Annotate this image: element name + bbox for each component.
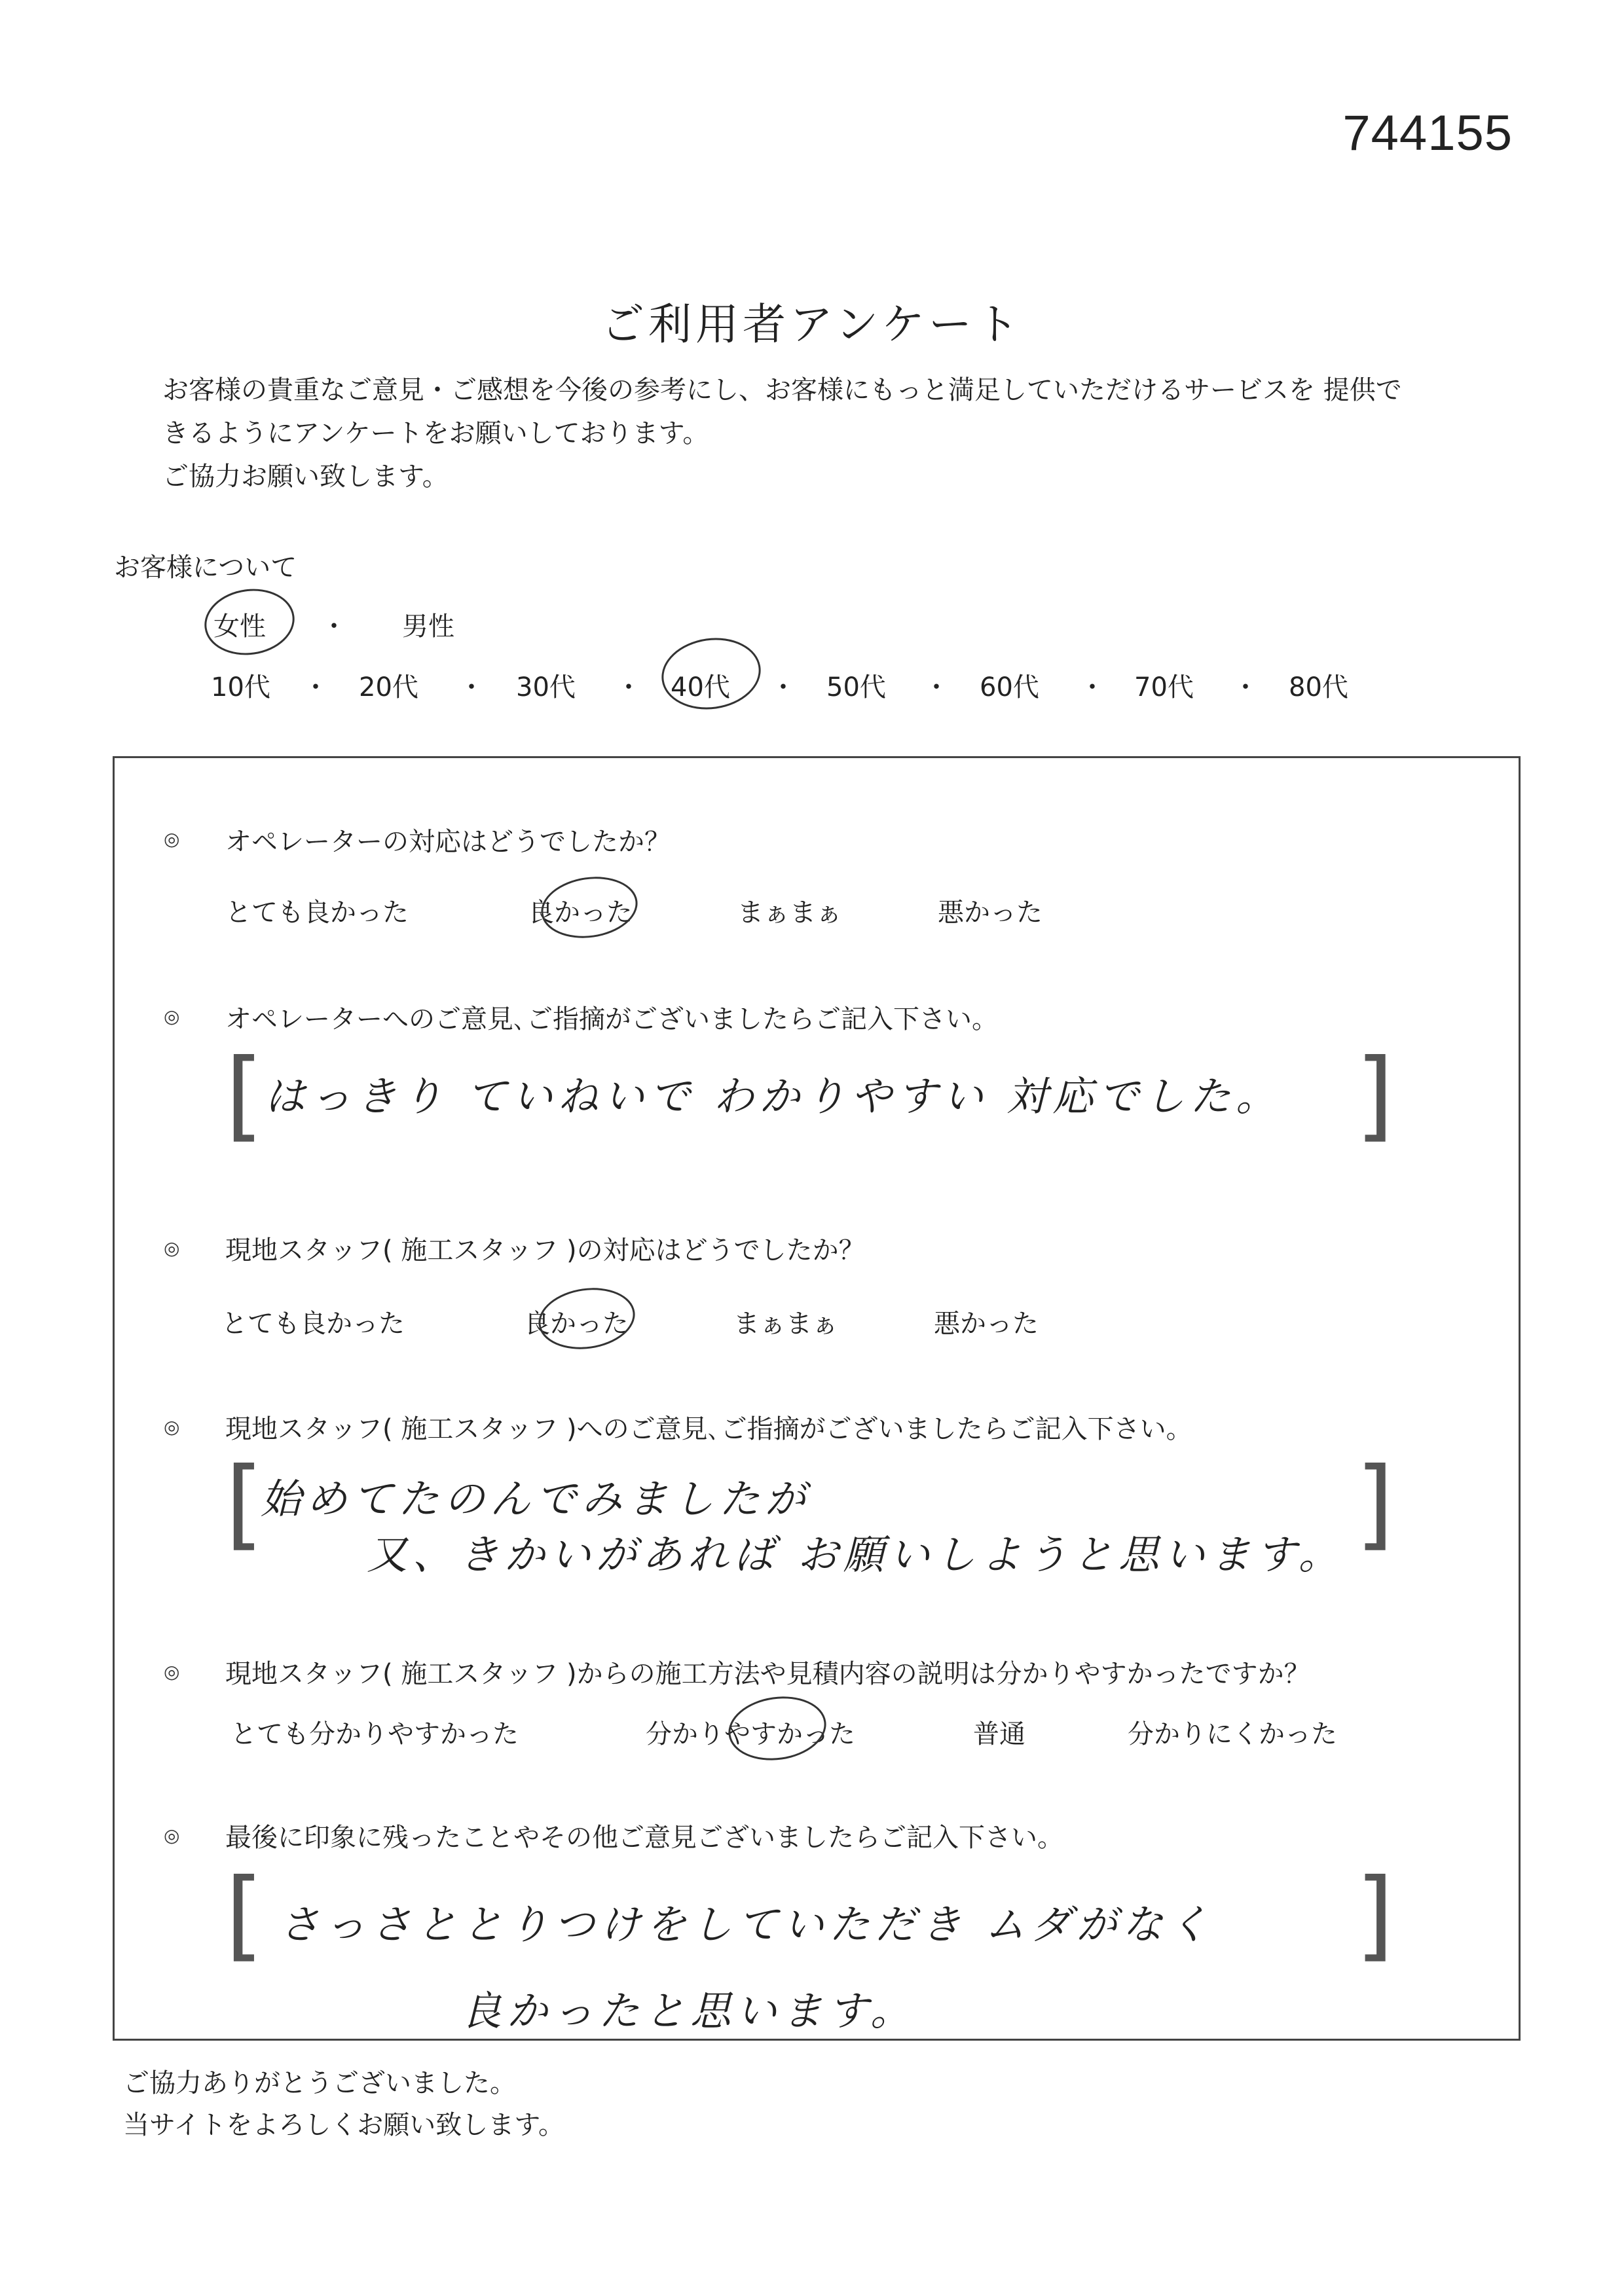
question-5-text: 現地スタッフ( 施工スタッフ )からの施工方法や見積内容の説明は分かりやすかったですか？ (225, 1659, 1310, 1689)
separator: ・ (616, 672, 642, 702)
intro-line: ご協力お願い致します。 (162, 462, 449, 492)
q1-option-good[interactable]: 良かった (528, 898, 633, 928)
footer-line: ご協力ありがとうございました。 (123, 2068, 516, 2098)
customer-heading: お客様について (114, 553, 297, 583)
bullet-icon: ◎ (164, 828, 180, 850)
page-title: ご利用者アンケート (600, 299, 1024, 350)
bullet-icon: ◎ (164, 1237, 180, 1259)
q4-answer-line: 又、きかいがあれば お願いしようと思います。 (367, 1531, 1344, 1578)
age-option-30s[interactable]: 30代 (516, 672, 576, 702)
answer-bracket-open: [ (225, 1858, 264, 1972)
q1-option-very-good[interactable]: とても良かった (225, 898, 409, 928)
separator: ・ (1232, 672, 1259, 702)
q5-option-normal[interactable]: 普通 (973, 1719, 1025, 1749)
question-1-text: オペレーターの対応はどうでしたか？ (225, 827, 671, 857)
q6-answer-line: さっさととりつけをしていただき ムダがなく (279, 1901, 1214, 1948)
document-id: 744155 (1342, 105, 1513, 161)
q4-answer-line: 始めてたのんでみましたが (261, 1475, 811, 1523)
q1-option-bad[interactable]: 悪かった (938, 898, 1043, 928)
age-option-20s[interactable]: 20代 (359, 672, 418, 702)
answer-bracket-open: [ (225, 1447, 264, 1561)
q2-answer-line: はっきり ていねいで わかりやすい 対応でした。 (265, 1072, 1282, 1120)
bullet-icon: ◎ (164, 1006, 180, 1027)
q6-answer-line: 良かったと思います。 (461, 1987, 917, 2035)
q5-option-very-clear[interactable]: とても分かりやすかった (231, 1719, 519, 1749)
intro-line: お客様の貴重なご意見・ご感想を今後の参考にし、お客様にもっと満足していただけるサービスを 提供で (162, 375, 1402, 405)
q5-option-clear[interactable]: 分かりやすかった (646, 1719, 855, 1749)
selection-circle (200, 583, 299, 661)
q3-option-so-so[interactable]: まぁまぁ (733, 1309, 838, 1339)
separator: ・ (303, 672, 329, 702)
gender-option-female[interactable]: 女性 (213, 611, 266, 642)
q1-option-so-so[interactable]: まぁまぁ (737, 898, 842, 928)
answer-bracket-open: [ (225, 1038, 264, 1152)
answer-bracket-close: ] (1356, 1858, 1394, 1972)
q5-option-unclear[interactable]: 分かりにくかった (1128, 1719, 1337, 1749)
q3-option-very-good[interactable]: とても良かった (221, 1309, 405, 1339)
age-option-70s[interactable]: 70代 (1134, 672, 1194, 702)
separator: ・ (1079, 672, 1105, 702)
age-option-80s[interactable]: 80代 (1289, 672, 1348, 702)
footer-line: 当サイトをよろしくお願い致します。 (123, 2110, 564, 2140)
answer-bracket-close: ] (1356, 1038, 1394, 1152)
age-option-10s[interactable]: 10代 (211, 672, 270, 702)
age-option-40s[interactable]: 40代 (671, 672, 730, 702)
q3-option-good[interactable]: 良かった (524, 1309, 629, 1339)
age-option-50s[interactable]: 50代 (826, 672, 886, 702)
question-6-text: 最後に印象に残ったことやその他ご意見ございましたらご記入下さい。 (225, 1823, 1063, 1853)
answer-bracket-close: ] (1356, 1447, 1394, 1561)
q3-option-bad[interactable]: 悪かった (934, 1309, 1039, 1339)
bullet-icon: ◎ (164, 1661, 180, 1683)
separator: ・ (458, 672, 485, 702)
bullet-icon: ◎ (164, 1416, 180, 1438)
separator: ・ (923, 672, 950, 702)
question-3-text: 現地スタッフ( 施工スタッフ )の対応はどうでしたか？ (225, 1235, 865, 1266)
bullet-icon: ◎ (164, 1825, 180, 1846)
age-option-60s[interactable]: 60代 (980, 672, 1039, 702)
question-2-text: オペレーターへのご意見､ご指摘がございましたらご記入下さい。 (225, 1004, 998, 1034)
separator: ・ (321, 611, 347, 642)
question-4-text: 現地スタッフ( 施工スタッフ )へのご意見､ご指摘がございましたらご記入下さい。 (225, 1414, 1192, 1444)
separator: ・ (770, 672, 796, 702)
gender-option-male[interactable]: 男性 (402, 611, 454, 642)
footer-text (123, 2062, 564, 2146)
intro-text (162, 369, 1402, 498)
intro-line: きるようにアンケートをお願いしております。 (162, 418, 709, 448)
